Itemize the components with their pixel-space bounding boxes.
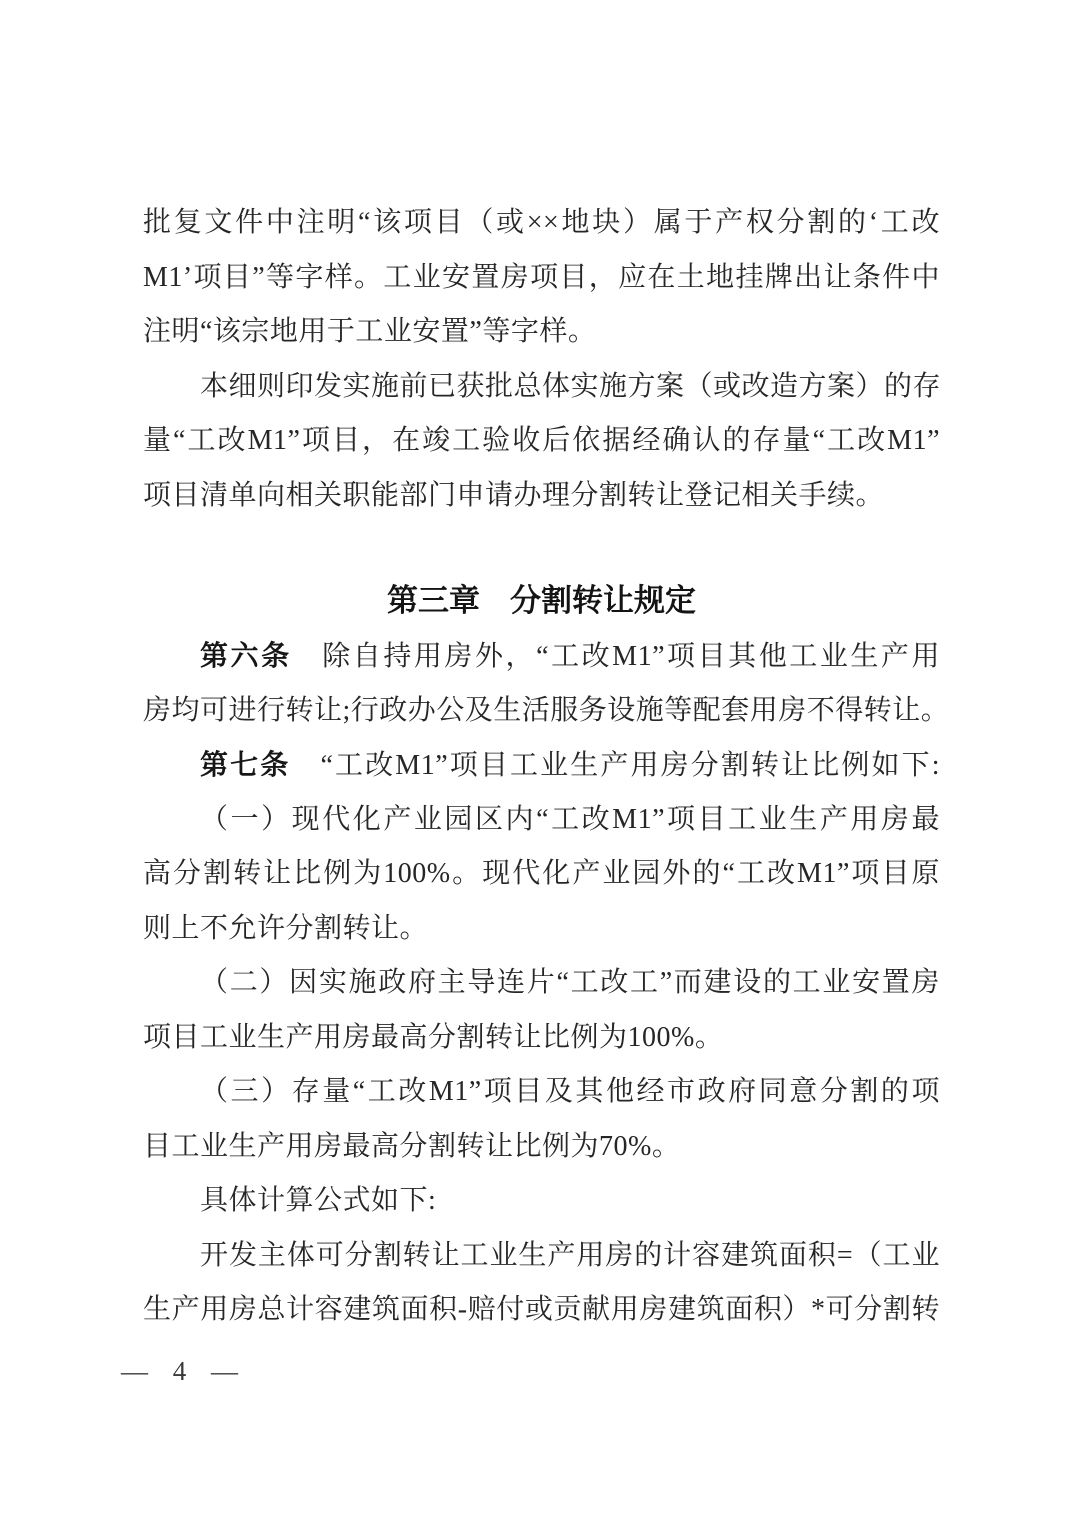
line-text: 高分割转让比例为100%。现代化产业园外的“工改M1”项目原 bbox=[143, 858, 940, 889]
body-line bbox=[143, 360, 940, 415]
section-spacer bbox=[143, 523, 940, 573]
document-text-block bbox=[143, 196, 950, 1338]
body-line bbox=[143, 1283, 940, 1338]
page-number: — 4 — bbox=[121, 1356, 247, 1386]
line-text: （三）存量“工改M1”项目及其他经市政府同意分割的项 bbox=[200, 1076, 940, 1107]
line-text: （二）因实施政府主导连片“工改工”而建设的工业安置房 bbox=[200, 967, 940, 998]
line-text: 本细则印发实施前已获批总体实施方案（或改造方案）的存 bbox=[200, 370, 942, 402]
body-line bbox=[143, 902, 940, 957]
line-text: 注明“该宗地用于工业安置”等字样。 bbox=[143, 316, 597, 347]
body-line bbox=[143, 1174, 940, 1229]
article-six-label: 第六条 bbox=[200, 640, 292, 671]
line-text: 开发主体可分割转让工业生产用房的计容建筑面积=（工业 bbox=[200, 1239, 940, 1271]
line-text: 目工业生产用房最高分割转让比例为70%。 bbox=[143, 1130, 681, 1162]
line-text: M1’项目”等字样。工业安置房项目，应在土地挂牌出让条件中 bbox=[143, 261, 940, 293]
line-text: 则上不允许分割转让。 bbox=[143, 912, 429, 944]
body-line bbox=[143, 196, 940, 251]
body-line bbox=[143, 738, 940, 793]
page-footer bbox=[121, 1356, 247, 1387]
body-line bbox=[143, 793, 940, 848]
body-line bbox=[143, 956, 940, 1011]
line-text: 项目清单向相关职能部门申请办理分割转让登记相关手续。 bbox=[143, 479, 885, 511]
line-text: （一）现代化产业园区内“工改M1”项目工业生产用房最 bbox=[200, 803, 940, 835]
body-line bbox=[143, 1120, 940, 1175]
body-line bbox=[143, 1011, 940, 1066]
line-text: 量“工改M1”项目，在竣工验收后依据经确认的存量“工改M1” bbox=[143, 425, 940, 456]
article-seven-label: 第七条 bbox=[200, 749, 291, 780]
body-line bbox=[143, 469, 940, 524]
chapter-heading bbox=[143, 573, 940, 629]
line-text: 生产用房总计容建筑面积-赔付或贡献用房建筑面积）*可分割转 bbox=[143, 1294, 940, 1325]
body-line bbox=[143, 251, 940, 306]
line-text: 具体计算公式如下: bbox=[200, 1185, 437, 1216]
body-line bbox=[143, 305, 940, 360]
body-line bbox=[143, 1065, 940, 1120]
line-text: 除自持用房外，“工改M1”项目其他工业生产用 bbox=[291, 641, 940, 672]
chapter-number: 第三章 bbox=[387, 583, 480, 618]
line-text: 房均可进行转让;行政办公及生活服务设施等配套用房不得转让。 bbox=[143, 694, 950, 726]
chapter-title: 分割转让规定 bbox=[510, 583, 696, 618]
body-line bbox=[143, 1229, 940, 1284]
body-line bbox=[143, 629, 940, 684]
line-text: “工改M1”项目工业生产用房分割转让比例如下: bbox=[290, 750, 940, 781]
line-text: 批复文件中注明“该项目（或××地块）属于产权分割的‘工改 bbox=[143, 207, 940, 238]
body-line bbox=[143, 414, 940, 469]
body-line bbox=[143, 684, 950, 739]
body-line bbox=[143, 847, 940, 902]
line-text: 项目工业生产用房最高分割转让比例为100%。 bbox=[143, 1021, 724, 1053]
